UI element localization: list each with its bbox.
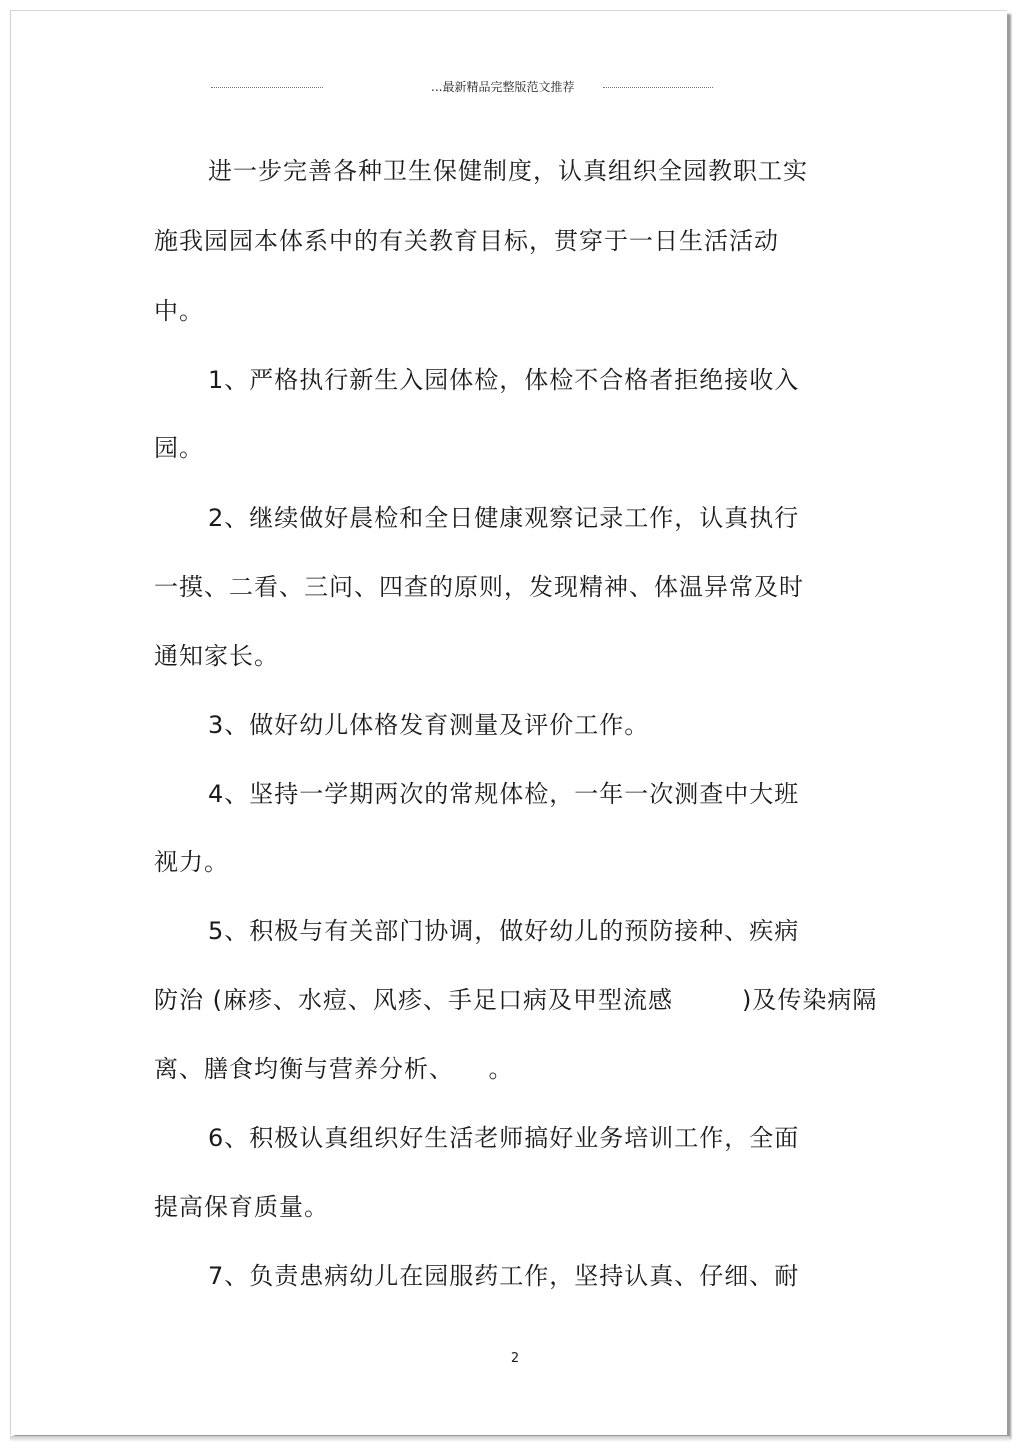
body-line: 一摸、二看、三问、四查的原则，发现精神、体温异常及时 — [154, 573, 804, 601]
body-line: 中。 — [154, 297, 204, 325]
body-line: 施我园园本体系中的有关教育目标，贯穿于一日生活活动 — [154, 227, 779, 255]
body-line: 提高保育质量。 — [154, 1193, 329, 1221]
body-line: 防治 (麻疹、水痘、风疹、手足口病及甲型流感 )及传染病隔 — [154, 986, 878, 1014]
body-line: 离、膳食均衡与营养分析、 。 — [154, 1055, 514, 1083]
body-line: 4、坚持一学期两次的常规体检，一年一次测查中大班 — [208, 780, 800, 808]
body-line: 通知家长。 — [154, 642, 279, 670]
document-page — [10, 10, 1007, 1435]
header-rule-right — [603, 87, 713, 88]
header-rule-left — [211, 87, 323, 88]
body-line: 1、严格执行新生入园体检，体检不合格者拒绝接收入 — [208, 366, 800, 394]
body-line: 5、积极与有关部门协调，做好幼儿的预防接种、疾病 — [208, 917, 800, 945]
body-line: 3、做好幼儿体格发育测量及评价工作。 — [208, 711, 650, 739]
body-line: 进一步完善各种卫生保健制度，认真组织全园教职工实 — [208, 157, 808, 185]
body-line: 6、积极认真组织好生活老师搞好业务培训工作，全面 — [208, 1124, 800, 1152]
page-header — [11, 77, 1007, 97]
header-text: ...最新精品完整版范文推荐 — [431, 80, 575, 94]
body-line: 园。 — [154, 434, 204, 462]
page-number: 2 — [510, 1351, 520, 1366]
body-line: 7、负责患病幼儿在园服药工作，坚持认真、仔细、耐 — [208, 1262, 800, 1290]
scan-edge — [10, 1436, 1010, 1442]
body-line: 2、继续做好晨检和全日健康观察记录工作，认真执行 — [208, 504, 800, 532]
body-line: 视力。 — [154, 848, 229, 876]
